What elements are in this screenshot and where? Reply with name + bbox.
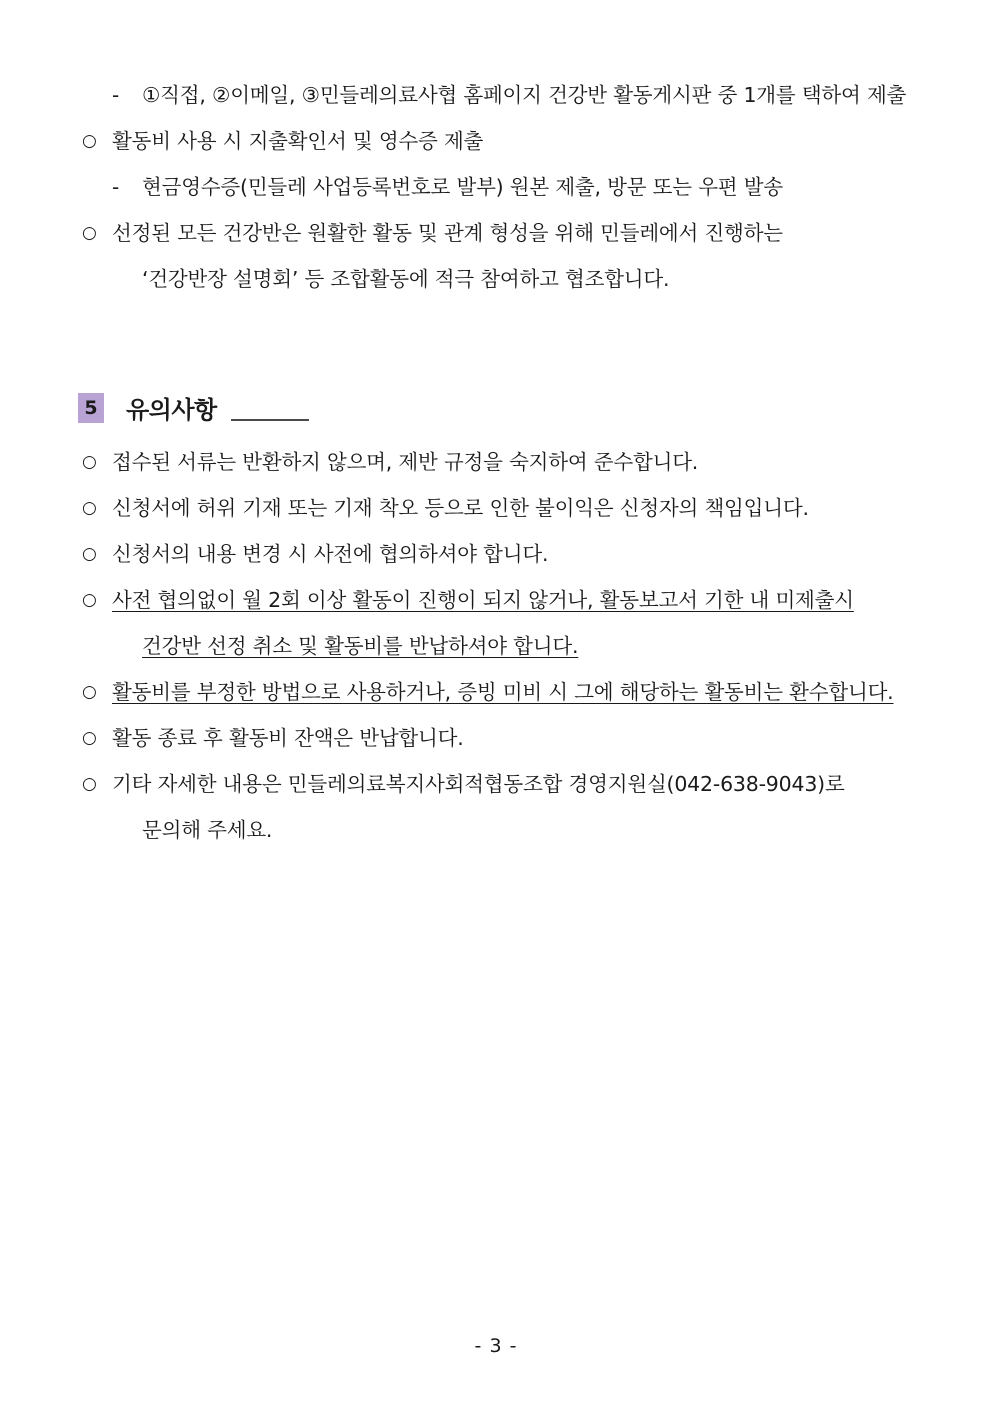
bullet-circle-icon: ○ [82, 452, 97, 472]
bullet-dash-icon: - [112, 175, 120, 199]
list-item [112, 72, 922, 118]
page-number: - 3 - [474, 1335, 518, 1357]
list-item-text: 현금영수증(민들레 사업등록번호로 발부) 원본 제출, 방문 또는 우편 발송 [142, 175, 783, 199]
list-item [112, 164, 922, 210]
bullet-circle-icon: ○ [82, 544, 97, 564]
list-item-text: 활동비 사용 시 지출확인서 및 영수증 제출 [112, 129, 484, 153]
list-item [112, 256, 922, 302]
section-bullet-block [70, 439, 922, 853]
bullet-circle-icon: ○ [82, 590, 97, 610]
list-item [82, 118, 922, 164]
list-item-text: ‘건강반장 설명회’ 등 조합활동에 적극 참여하고 협조합니다. [142, 267, 670, 291]
list-item [82, 439, 922, 485]
list-item [112, 807, 922, 853]
bullet-circle-icon: ○ [82, 682, 97, 702]
list-item [82, 210, 922, 256]
bullet-circle-icon: ○ [82, 498, 97, 518]
list-item-text: 문의해 주세요. [142, 818, 273, 842]
section-underline-rule [231, 419, 309, 421]
section-heading [78, 390, 922, 425]
list-item-text: 기타 자세한 내용은 민들레의료복지사회적협동조합 경영지원실(042-638-9043)로 [112, 772, 845, 796]
list-item [82, 577, 922, 623]
list-item [82, 669, 922, 715]
section-title: 유의사항 [126, 396, 217, 424]
list-item-text: 선정된 모든 건강반은 원활한 활동 및 관계 형성을 위해 민들레에서 진행하는 [112, 221, 783, 245]
section-number: 5 [78, 393, 104, 423]
bullet-dash-icon: - [112, 83, 120, 107]
list-item-text: ①직접, ②이메일, ③민들레의료사협 홈페이지 건강반 활동게시판 중 1개를 택하여 제출 [142, 83, 907, 107]
list-item [82, 531, 922, 577]
list-item-text: 활동비를 부정한 방법으로 사용하거나, 증빙 미비 시 그에 해당하는 활동비는 환수합니다. [112, 680, 894, 704]
list-item [112, 623, 922, 669]
bullet-circle-icon: ○ [82, 728, 97, 748]
list-item-text: 접수된 서류는 반환하지 않으며, 제반 규정을 숙지하여 준수합니다. [112, 450, 699, 474]
bullet-circle-icon: ○ [82, 223, 97, 243]
list-item-text: 신청서의 내용 변경 시 사전에 협의하셔야 합니다. [112, 542, 549, 566]
list-item [82, 485, 922, 531]
top-bullet-block [70, 72, 922, 302]
list-item-text: 신청서에 허위 기재 또는 기재 착오 등으로 인한 불이익은 신청자의 책임입니다. [112, 496, 809, 520]
list-item-text: 활동 종료 후 활동비 잔액은 반납합니다. [112, 726, 464, 750]
list-item [82, 761, 922, 807]
list-item-text: 건강반 선정 취소 및 활동비를 반납하셔야 합니다. [142, 634, 579, 658]
bullet-circle-icon: ○ [82, 774, 97, 794]
bullet-circle-icon: ○ [82, 131, 97, 151]
list-item [82, 715, 922, 761]
list-item-text: 사전 협의없이 월 2회 이상 활동이 진행이 되지 않거나, 활동보고서 기한 내 미제출시 [112, 588, 854, 612]
